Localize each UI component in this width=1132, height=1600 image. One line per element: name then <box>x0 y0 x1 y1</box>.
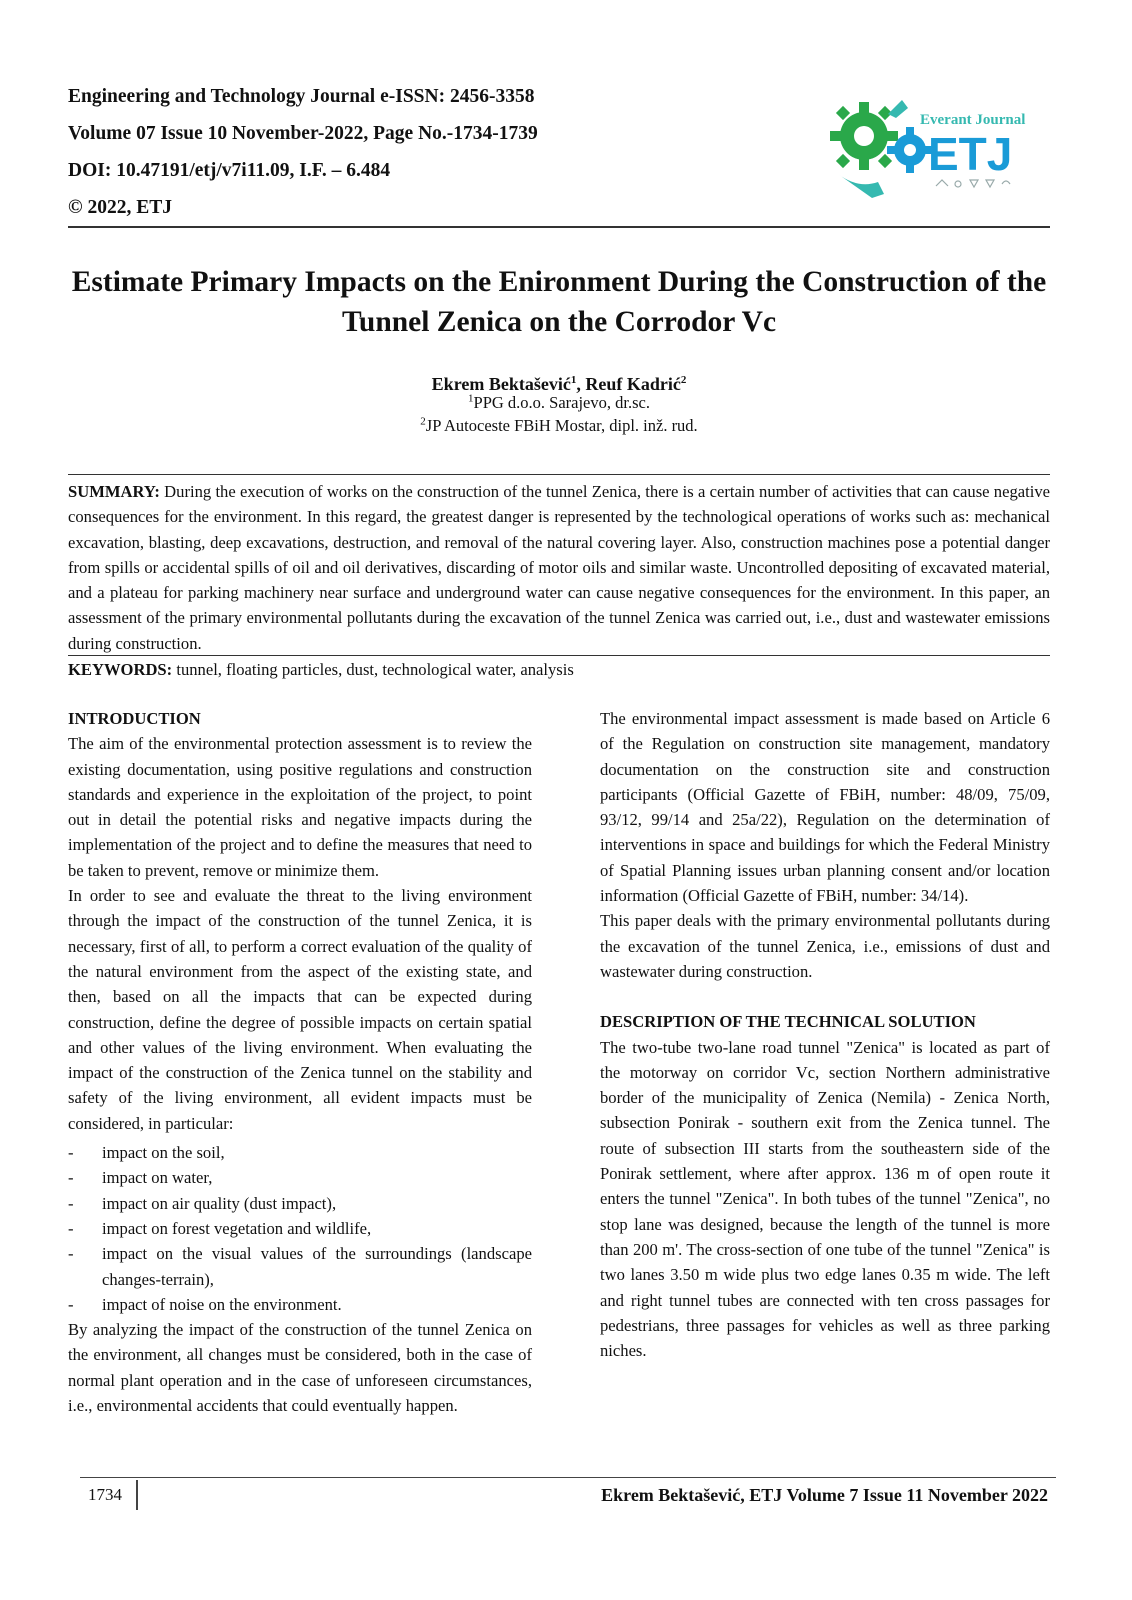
affil-mark: 2 <box>420 415 426 428</box>
list-item <box>68 1191 532 1216</box>
summary-block <box>68 479 1050 656</box>
paper-title: Estimate Primary Impacts on the Enironment During the Construction of the Tunnel Zenica on the Corrodor Vc <box>71 266 1047 338</box>
footer-rule <box>80 1477 1056 1478</box>
paragraph: In order to see and evaluate the threat to the living environment through the impact of the construction of the tunnel Zenica, it is necessary, first of all, to perform a correct evaluation of the quality of the natural environment from the aspect of the existing state, and then, based on all the impacts that can be expected during construction, define the degree of possible impacts on certain spatial and other values of the living environment. When evaluating the impact of the construction of the Zenica tunnel on the stability and safety of the living environment, all evident impacts must be considered, in particular: <box>68 886 532 1133</box>
logo-symbols-icon <box>936 180 1010 187</box>
paragraph: The aim of the environmental protection assessment is to review the existing documentation, using positive regulations and construction standards and experience in the exploitation of the project, to point out in detail the potential risks and negative impacts during the implementation of the project and to define the measures that need to be taken to prevent, remove or minimize them. <box>68 734 532 880</box>
list-item-text: impact on the visual values of the surroundings (landscape changes-terrain), <box>102 1244 532 1289</box>
list-dash: - <box>68 1244 74 1264</box>
volume-line: Volume 07 Issue 10 November-2022, Page No.-1734-1739 <box>68 123 538 144</box>
footer-citation: Ekrem Bektašević, ETJ Volume 7 Issue 11 November 2022 <box>601 1485 1048 1505</box>
keywords-label: KEYWORDS: <box>68 660 173 679</box>
paragraph: By analyzing the impact of the construction of the tunnel Zenica on the environment, all changes must be considered, both in the case of normal plant operation and in the case of unforeseen circumstances, i.e., environmental accidents that could eventually happen. <box>68 1320 532 1416</box>
left-column <box>68 706 532 1418</box>
paragraph: The two-tube two-lane road tunnel "Zenica" is located as part of the motorway on corridor Vc, section Northern administrative border of the municipality of Zenica (Nemila) - Zenica North, subsection Ponirak - southern exit from the Zenica tunnel. The route of subsection III starts from the southeastern side of the Ponirak settlement, where after approx. 136 m of open route it enters the tunnel "Zenica". In both tubes of the tunnel "Zenica", no stop lane was designed, because the length of the tunnel is more than 200 m'. The cross-section of one tube of the tunnel "Zenica" is two lanes 3.50 m wide plus two edge lanes 0.35 m wide. The left and right tunnel tubes are connected with ten cross passages for pedestrians, three passages for vehicles as well as three parking niches. <box>600 1037 1050 1361</box>
author-name: Ekrem Bektašević <box>431 374 571 394</box>
impact-list <box>68 1140 532 1317</box>
list-item <box>68 1165 532 1190</box>
affil-text: JP Autoceste FBiH Mostar, dipl. inž. rud. <box>425 416 698 435</box>
section-spacer <box>600 984 1050 1009</box>
etj-logo-graphic <box>828 94 1038 204</box>
list-dash: - <box>68 1143 74 1163</box>
footer-separator <box>136 1480 138 1510</box>
logo-top-text: Everant Journal <box>920 112 1026 128</box>
journal-title-line: Engineering and Technology Journal e-ISSN: 2456-3358 <box>68 86 535 107</box>
list-item <box>68 1292 532 1317</box>
list-item-text: impact on forest vegetation and wildlife, <box>102 1218 372 1238</box>
summary-text: During the execution of works on the construction of the tunnel Zenica, there is a certain number of activities that can cause negative consequences for the environment. In this regard, the greatest danger is represented by the technological operations of works such as: mechanical excavation, blasting, deep excavations, destruction, and removal of the natural covering layer. Also, construction machines pose a potential danger from spills or accidental spills of oil and oil derivatives, discarding of motor oils and similar waste. Uncontrolled depositing of excavated material, and a plateau for parking machinery near surface and underground water can cause negative consequences for the environment. In this paper, an assessment of the primary environmental pollutants during the excavation of the tunnel Zenica was carried out, i.e., dust and wastewater emissions during construction. <box>68 482 1050 653</box>
list-item-text: impact of noise on the environment. <box>102 1294 342 1314</box>
right-column <box>600 706 1050 1363</box>
page-number: 1734 <box>88 1485 122 1504</box>
section-heading-introduction: INTRODUCTION <box>68 709 201 728</box>
list-dash: - <box>68 1193 74 1213</box>
keywords-block <box>68 657 1050 682</box>
doi-line: DOI: 10.47191/etj/v7i11.09, I.F. – 6.484 <box>68 160 391 181</box>
affiliation-1 <box>68 392 1050 414</box>
list-item-text: impact on air quality (dust impact), <box>102 1193 337 1213</box>
keywords-text: tunnel, floating particles, dust, technological water, analysis <box>172 660 574 679</box>
affil-mark: 1 <box>468 392 474 405</box>
summary-label: SUMMARY: <box>68 482 160 501</box>
header-divider <box>68 226 1050 228</box>
summary-bottom-rule <box>68 655 1050 656</box>
affiliation-2 <box>68 415 1050 437</box>
paragraph: The environmental impact assessment is made based on Article 6 of the Regulation on construction site management, mandatory documentation on the construction site and construction participants (Official Gazette of FBiH, number: 48/09, 75/09, 93/12, 99/14 and 25a/22), Regulation on the determination of interventions in space and buildings for which the Federal Ministry of Spatial Planning issues urban planning consent and/or location information (Official Gazette of FBiH, number: 34/14). <box>600 709 1050 906</box>
author-name: Reuf Kadrić <box>585 374 681 394</box>
paragraph: This paper deals with the primary environmental pollutants during the excavation of the tunnel Zenica, i.e., emissions of dust and wastewater during construction. <box>600 911 1050 981</box>
list-item <box>68 1140 532 1165</box>
affil-text: PPG d.o.o. Sarajevo, dr.sc. <box>473 393 650 412</box>
list-dash: - <box>68 1294 74 1314</box>
section-heading-technical-solution: DESCRIPTION OF THE TECHNICAL SOLUTION <box>600 1012 976 1032</box>
list-dash: - <box>68 1218 74 1238</box>
author-affil-mark: 2 <box>680 374 687 386</box>
author-affil-mark: 1 <box>570 374 577 386</box>
etj-logo <box>828 94 1038 204</box>
summary-top-rule <box>68 474 1050 475</box>
list-item <box>68 1216 532 1241</box>
list-dash: - <box>68 1168 74 1188</box>
list-item-text: impact on the soil, <box>102 1143 225 1163</box>
logo-main-text: ETJ <box>928 128 1013 180</box>
list-item-text: impact on water, <box>102 1168 213 1188</box>
copyright-line: © 2022, ETJ <box>68 197 172 218</box>
list-item <box>68 1241 532 1292</box>
author-separator: , <box>576 374 586 394</box>
